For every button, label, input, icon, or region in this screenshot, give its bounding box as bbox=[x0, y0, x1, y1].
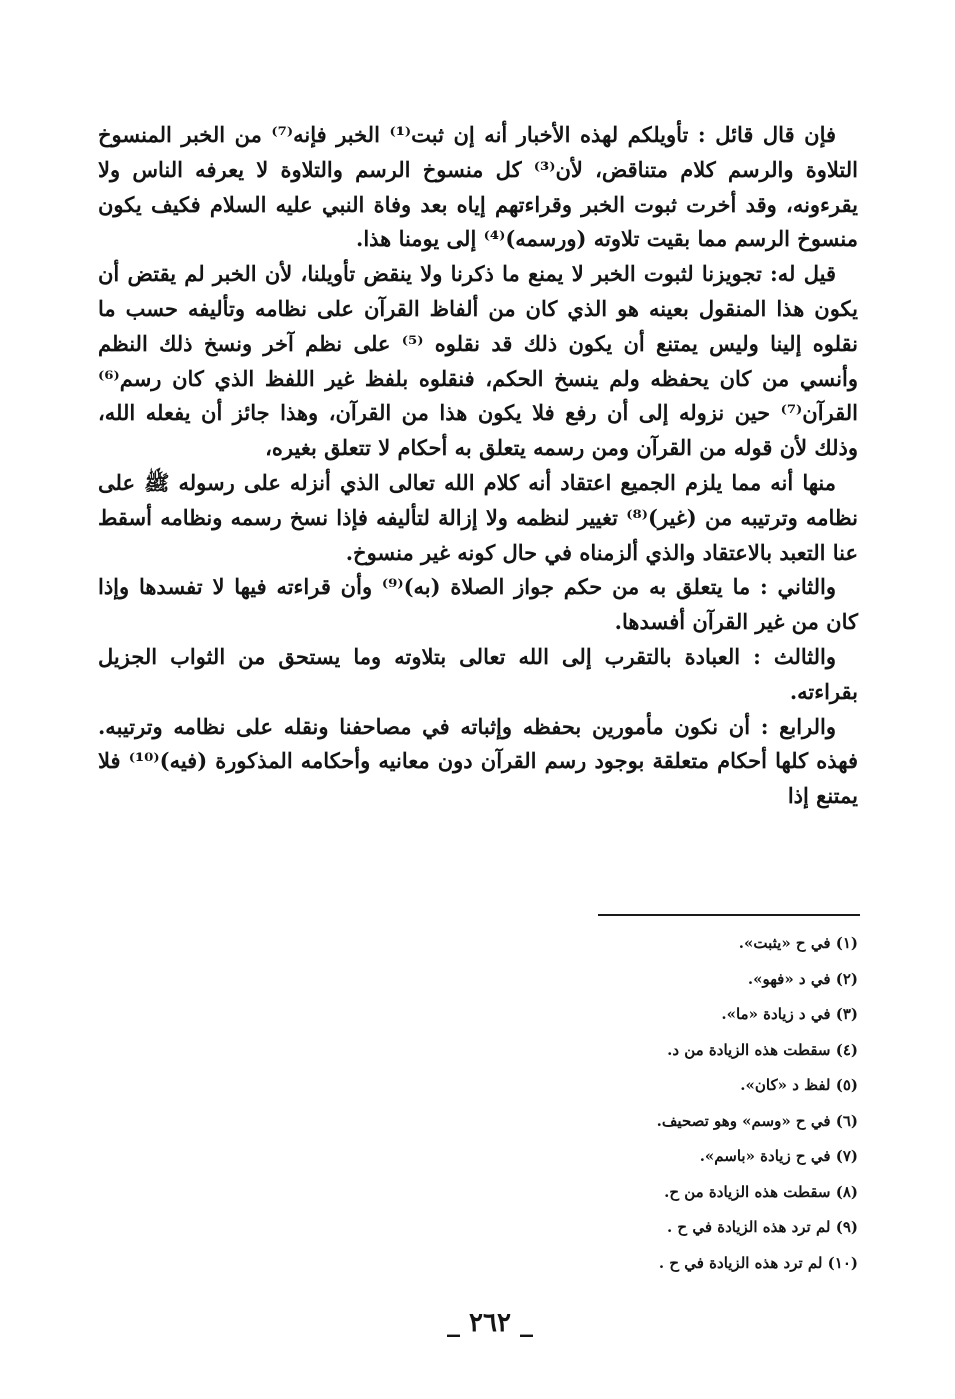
paragraph-objection: فإن قال قائل : تأويلكم لهذه الأخبار أنه إن ثبت⁽¹⁾ الخبر فإنه⁽⁷⁾ من الخبر المنسوخ التلاوة والرسم كلام متناقض، لأن⁽³⁾ كل منسوخ الرسم والتلاوة لا يعرفه الناس ولا يقرءونه، وقد أخرت ثبوت الخبر وقراءتهم إياه بعد وفاة النبي عليه السلام فكيف يكون منسوخ الرسم مما بقيت تلاوته (ورسمه)⁽⁴⁾ إلى يومنا هذا. bbox=[98, 122, 858, 252]
paragraph-second-ruling: والثاني : ما يتعلق به من حكم جواز الصلاة (به)⁽⁹⁾ وأن قراءته فيها لا تفسدها وإذا كان من غير القرآن أفسدها. bbox=[98, 574, 858, 635]
footnote-item: (٩) لم ترد هذه الزيادة في ح . bbox=[666, 1218, 858, 1236]
footnote-item: (٤) سقطت هذه الزيادة من د. bbox=[667, 1040, 858, 1059]
footnote-item: (٧) في ح زيادة «باسم». bbox=[699, 1147, 858, 1165]
paragraph-fourth-ruling: والرابع : أن نكون مأمورين بحفظه وإثباته في مصاحفنا ونقله على نظامه وترتيبه. فهذه كلها أحكام متعلقة بوجود رسم القرآن دون معانيه وأحكامه المذكورة (فيه)⁽¹⁰⁾ فلا يمتنع إذا bbox=[98, 713, 858, 809]
footnote-item: (٢) في د «فهو». bbox=[747, 969, 858, 988]
footnote-divider bbox=[598, 914, 860, 916]
footnote-item: (١٠) لم ترد هذه الزيادة في ح . bbox=[658, 1253, 858, 1272]
footnote-item: (٣) في د زيادة «ما». bbox=[721, 1005, 858, 1023]
paragraph-third-ruling: والثالث : العبادة بالتقرب إلى الله تعالى بتلاوته وما يستحق من الثواب الجزيل بقراءته. bbox=[98, 643, 858, 704]
main-text bbox=[98, 118, 858, 814]
paragraph-reply: قيل له: تجويزنا لثبوت الخبر لا يمنع ما ذكرنا ولا ينقض تأويلنا، لأن الخبر لم يقتض أن يكون هذا المنقول بعينه هو الذي كان من ألفاظ القرآن على نظامه وتأليفه حسب ما نقلوه إلينا وليس يمتنع أن يكون ذلك قد نقلوه ⁽⁵⁾ على نظم آخر ونسخ ذلك النظم وأنسي من كان يحفظه ولم ينسخ الحكم، فنقلوه بلفظ غير اللفظ الذي كان رسم⁽⁶⁾ القرآن⁽⁷⁾ حين نزوله إلى أن رفع فلا يكون هذا من القرآن، وهذا جائز أن يفعله الله، وذلك لأن قوله من القرآن ومن رسمه يتعلق به أحكام لا تتعلق بغيره، bbox=[98, 261, 858, 461]
page-number: _ ٢٦٢ _ bbox=[446, 1308, 534, 1338]
paragraph-first-ruling: منها أنه مما يلزم الجميع اعتقاد أنه كلام الله تعالى الذي أنزله على رسوله ﷺ على نظامه وترتيبه من (غير)⁽⁸⁾ تغيير لنظمه ولا إزالة لتأليفه فإذا نسخ رسمه ونظامه أسقط عنا التعبد بالاعتقاد والذي ألزمناه في حال كونه غير منسوخ. bbox=[98, 469, 858, 565]
footnote-item: (٦) في ح «وسم» وهو تصحيف. bbox=[656, 1111, 858, 1130]
footnote-list bbox=[560, 926, 858, 1281]
footnote-item: (٨) سقطت هذه الزيادة من ح. bbox=[664, 1182, 858, 1201]
footnote-item: (١) في ح «يثبت». bbox=[738, 934, 858, 952]
footnote-item: (٥) لفظ د «كان». bbox=[740, 1076, 858, 1094]
